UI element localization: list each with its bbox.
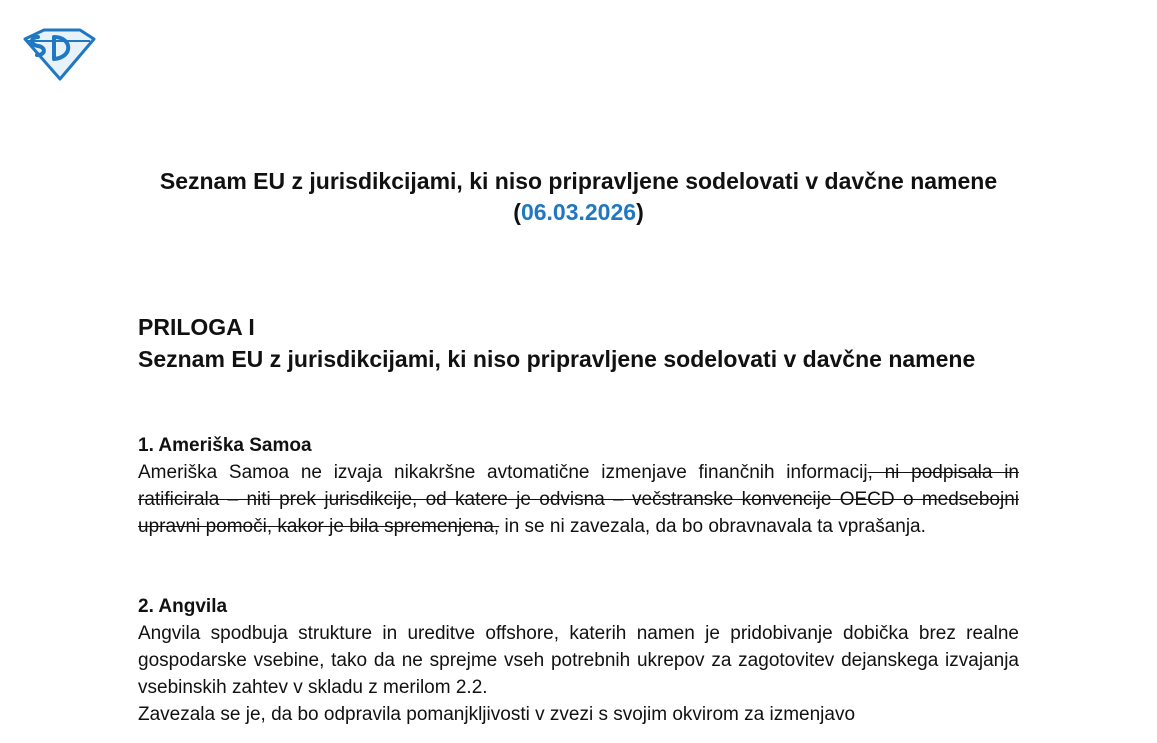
section-body: Angvila spodbuja strukture in ureditve offshore, katerih namen je pridobivanje dobička brez realne gospodarske vsebine, tako da ne sprejme vseh potrebnih ukrepov za zagotovitev dejanskega izvajanja vsebinskih zahtev v skladu z merilom 2.2. [138, 623, 1019, 698]
date-paren-open: ( [513, 199, 521, 225]
struck-text: , ni podpisala in ratificirala – niti prek jurisdikcije, od katere je odvisna – večstranske konvencije OECD o medsebojni upravni pomoči, kakor je bila spremenjena, [138, 462, 1019, 537]
section-body [138, 459, 1019, 540]
annex-heading: PRILOGA I [138, 314, 255, 340]
section-anguilla [138, 593, 1019, 728]
section-american-samoa [138, 432, 1019, 540]
section-body-continued: Zavezala se je, da bo odpravila pomanjkljivosti v zvezi s svojim okvirom za izmenjavo [138, 704, 856, 725]
document-date-line [138, 197, 1019, 228]
section-text: Ameriška Samoa ne izvaja nikakršne avtomatične izmenjave finančnih informacij [138, 462, 868, 483]
annex-subheading: Seznam EU z jurisdikcijami, ki niso pripravljene sodelovati v davčne namene [138, 346, 976, 372]
document-title-block [138, 166, 1019, 228]
section-text-continued: in se ni zavezala, da bo obravnavala ta vprašanja. [499, 516, 926, 537]
section-title: 2. Angvila [138, 596, 228, 617]
sd-logo-icon [22, 27, 96, 81]
annex-heading-block [138, 311, 1019, 375]
section-title: 1. Ameriška Samoa [138, 435, 312, 456]
document-title: Seznam EU z jurisdikcijami, ki niso pripravljene sodelovati v davčne namene [159, 168, 998, 194]
date-paren-close: ) [636, 199, 644, 225]
document-date: 06.03.2026 [520, 199, 637, 225]
